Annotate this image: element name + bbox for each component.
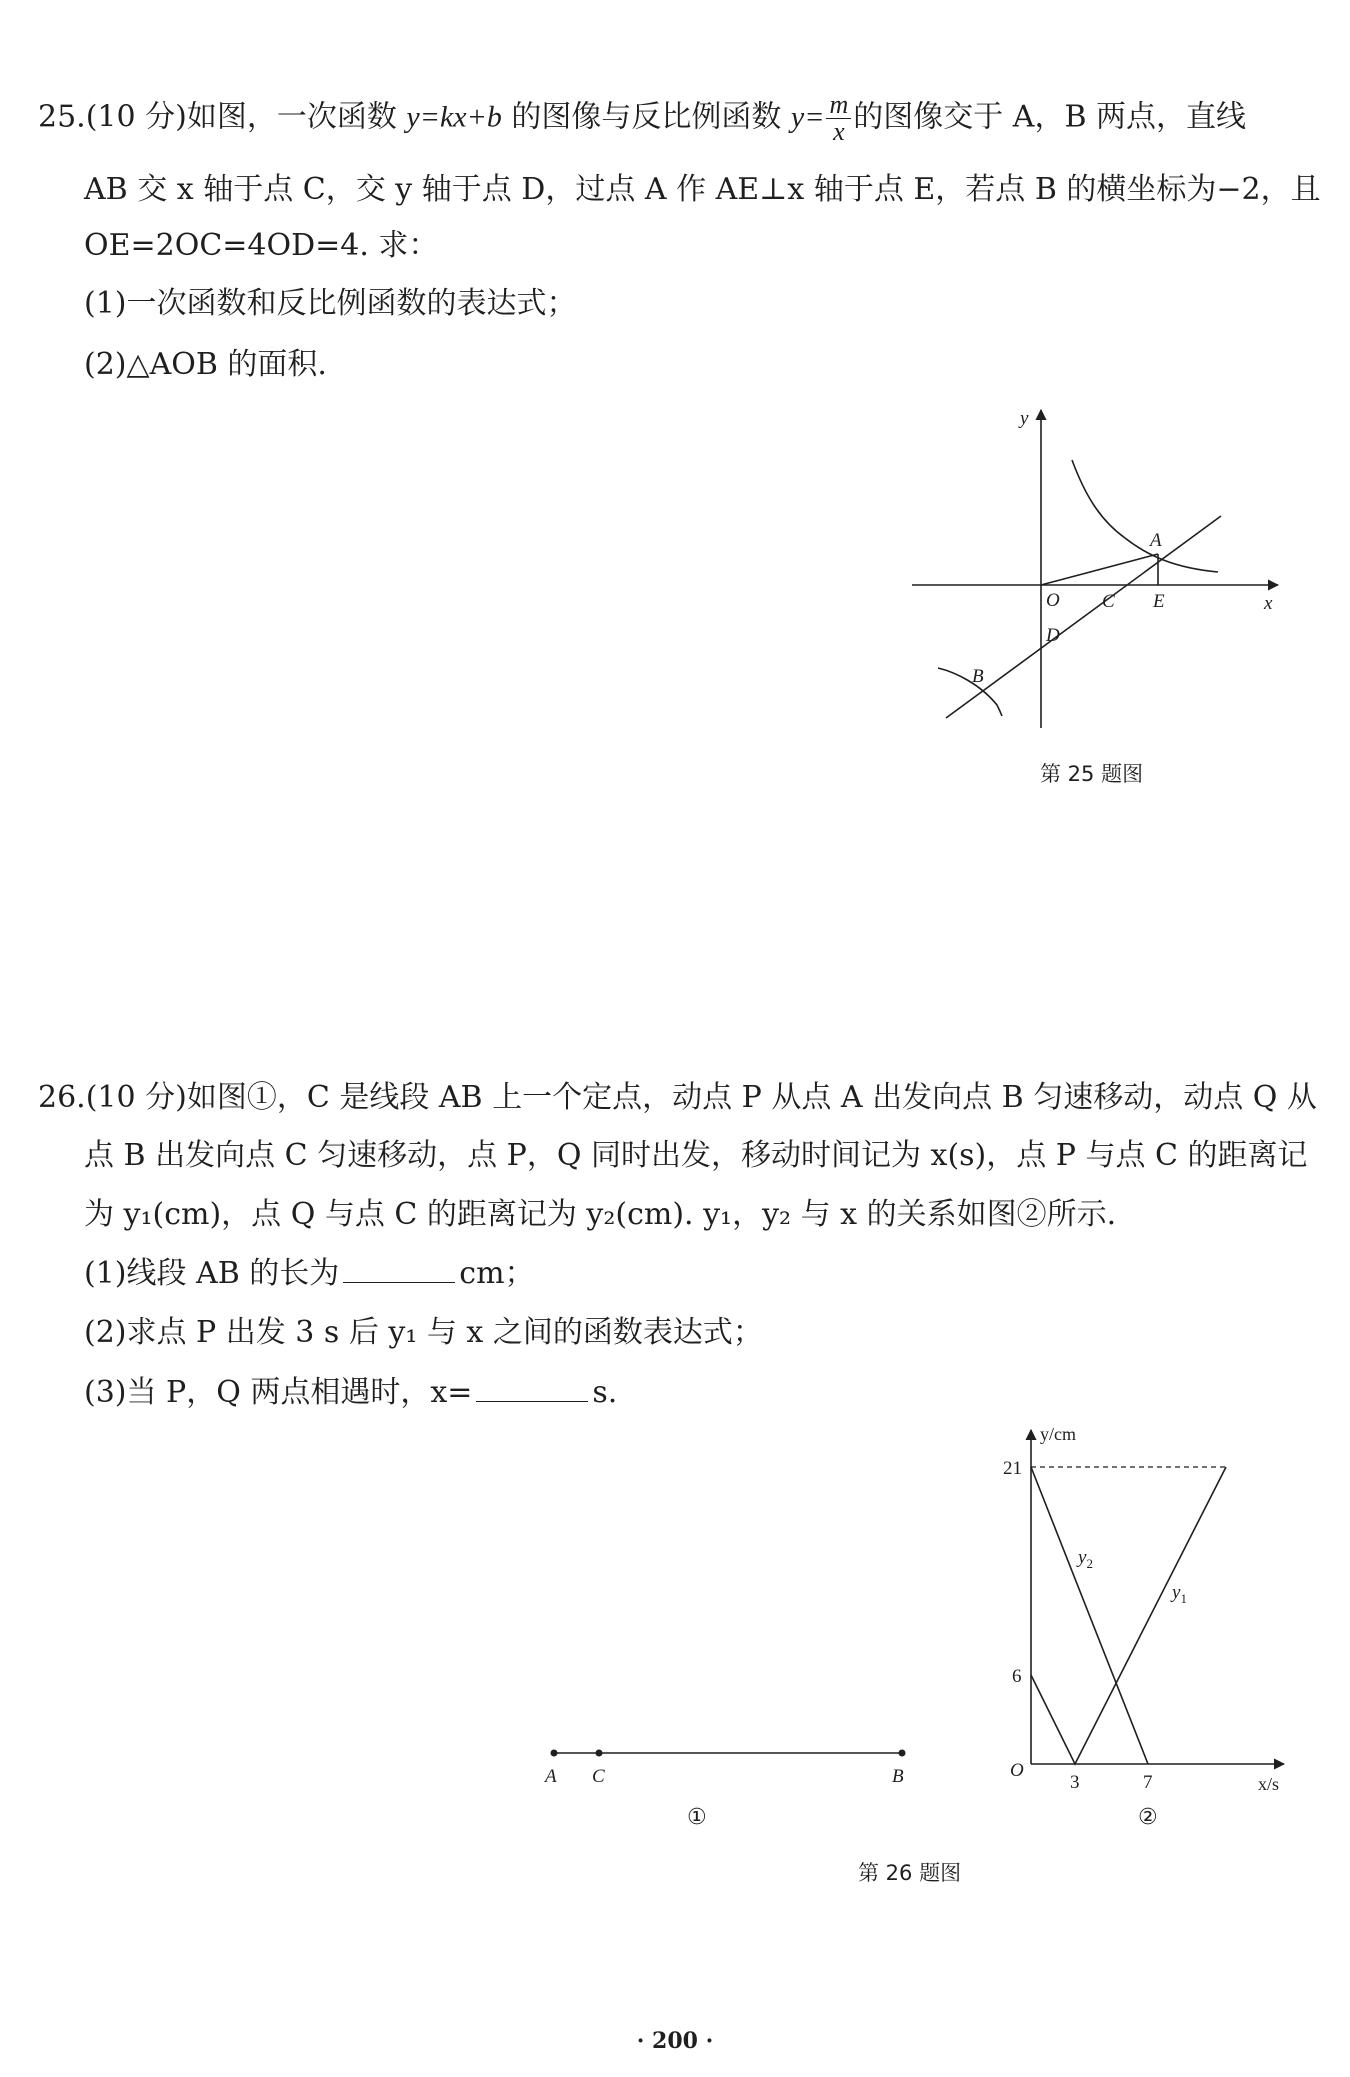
q26-label-a: A [545,1766,557,1787]
q26-line3: 为 y₁(cm)，点 Q 与点 C 的距离记为 y₂(cm). y₁，y₂ 与 x 的关系如图②所示. [84,1197,1117,1232]
q26-y2-graph [1031,1467,1148,1764]
q25-fraction-den: x [833,117,845,146]
q25-hyperbola-lower [938,668,1002,716]
q26-label-c: C [592,1766,605,1787]
q25-inverse-y: y= [790,100,825,134]
q25-segment-oa [1041,554,1158,585]
q25-fraction [826,92,851,145]
q25-label-c: C [1102,591,1115,612]
q26-point-a [551,1750,558,1757]
q25-linear-function: y=kx+b [406,100,502,134]
q25-line1 [38,92,1246,145]
q26-label-y1-main: y [1172,1582,1181,1603]
q25-text-1a: 如图，一次函数 [186,99,407,135]
q25-label-e: E [1153,591,1165,612]
q25-fraction-num: m [826,92,851,119]
q26-sub2: (2)求点 P 出发 3 s 后 y₁ 与 x 之间的函数表达式； [84,1315,763,1350]
q26-sub3-text: (3)当 P，Q 两点相遇时，x= [84,1375,473,1410]
q25-score: (10 分) [85,99,187,135]
q26-sub3 [84,1373,617,1413]
q25-number: 25. [38,99,86,135]
q25-label-d: D [1046,625,1060,646]
q26-label-y1 [1170,1582,1187,1606]
q25-label-x: x [1264,593,1273,614]
q26-line2: 点 B 出发向点 C 匀速移动，点 P，Q 同时出发，移动时间记为 x(s)，点 P 与点 C 的距离记 [84,1138,1308,1173]
q25-label-o: O [1046,590,1060,611]
q26-sub3-unit: s. [592,1375,618,1410]
q26-caption: 第 26 题图 [858,1861,962,1885]
q26-sub1-text: (1)线段 AB 的长为 [84,1256,340,1291]
q25-label-y: y [1020,408,1029,429]
q26-label-y1-sub: 1 [1180,1591,1187,1606]
q26-label-y2-sub: 2 [1086,1556,1093,1571]
q25-sub1: (1)一次函数和反比例函数的表达式； [84,286,577,321]
q26-score: (10 分) [85,1080,187,1115]
q26-number: 26. [38,1080,86,1115]
page-number: · 200 · [636,2028,714,2054]
q25-figure [900,400,1290,740]
q25-label-a: A [1150,530,1162,551]
q26-sub1 [84,1254,535,1294]
q26-point-b [899,1750,906,1757]
q26-marker-1: ① [687,1805,707,1830]
q25-line-ab [946,516,1221,718]
q25-label-b: B [972,666,984,687]
q25-hyperbola-upper [1072,460,1218,572]
q26-label-y2-main: y [1078,1547,1087,1568]
q26-ytick-21: 21 [1003,1458,1022,1479]
q25-line2: AB 交 x 轴于点 C，交 y 轴于点 D，过点 A 作 AE⊥x 轴于点 E，若点 B 的横坐标为−2，且 [84,172,1321,207]
q26-marker-2: ② [1138,1805,1158,1830]
q26-ytick-6: 6 [1012,1666,1022,1687]
q26-y1-graph [1031,1467,1226,1764]
q26-graph-figure [1000,1420,1310,1830]
q26-xtick-7: 7 [1143,1772,1153,1793]
q26-label-b: B [892,1766,904,1787]
q25-line3: OE=2OC=4OD=4. 求： [84,228,439,263]
q26-line1 [38,1078,1317,1118]
q26-text-1: 如图①，C 是线段 AB 上一个定点，动点 P 从点 A 出发向点 B 匀速移动，动点 Q 从 [186,1080,1317,1115]
q25-caption: 第 25 题图 [1040,762,1144,786]
q25-text-1b: 的图像与反比例函数 [501,99,791,135]
q26-sub1-unit: cm； [459,1256,535,1291]
q26-label-y2 [1076,1547,1093,1571]
q26-origin: O [1010,1760,1024,1781]
q26-xlabel: x/s [1258,1774,1280,1794]
q26-point-c [596,1750,603,1757]
q26-answer-blank-1[interactable] [343,1254,455,1283]
q26-segment-figure [540,1735,920,1835]
q26-ylabel: y/cm [1040,1424,1076,1444]
q26-xtick-3: 3 [1070,1772,1080,1793]
q25-sub2: (2)△AOB 的面积. [84,347,327,382]
q25-text-1c: 的图像交于 A，B 两点，直线 [853,99,1247,135]
q26-answer-blank-3[interactable] [476,1373,588,1402]
